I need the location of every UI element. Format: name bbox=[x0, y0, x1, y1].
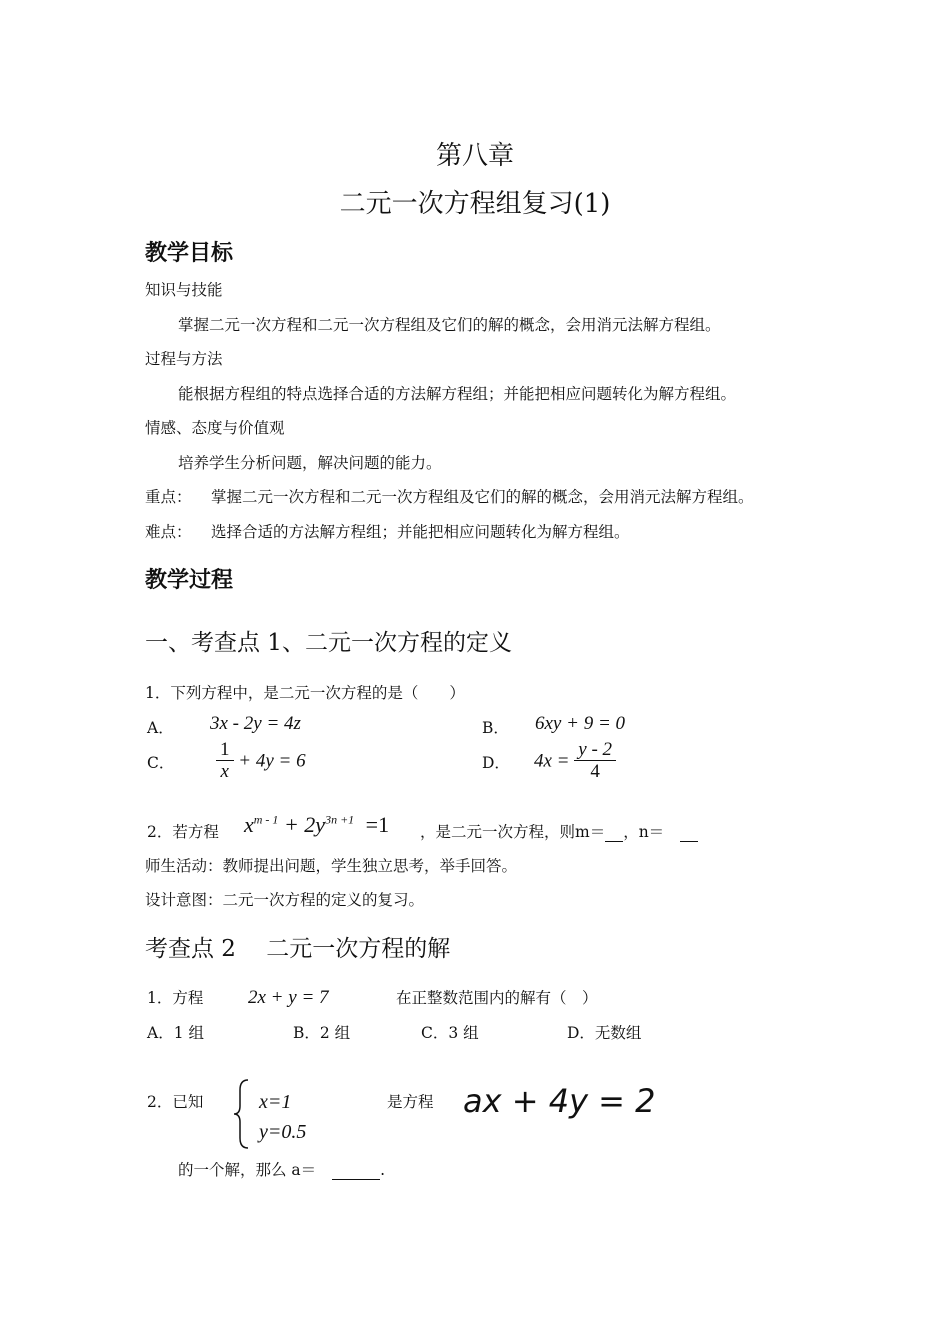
m-blank[interactable] bbox=[605, 823, 623, 842]
formula-base-x: x bbox=[244, 812, 254, 837]
goals-heading: 教学目标 bbox=[145, 241, 234, 266]
option-c-label: C． bbox=[147, 754, 175, 772]
question-2-formula bbox=[244, 812, 389, 838]
question-1-stem: 1．下列方程中，是二元一次方程的是（ ） bbox=[145, 684, 465, 702]
formula-exponent-2: 3n +1 bbox=[325, 812, 355, 827]
process-heading: 教学过程 bbox=[145, 568, 234, 593]
process-text: 能根据方程组的特点选择合适的方法解方程组；并能把相应问题转化为解方程组。 bbox=[178, 385, 737, 403]
option-d-denominator: 4 bbox=[590, 761, 600, 782]
option-c-numerator: 1 bbox=[216, 740, 234, 761]
formula-exponent-1: m - 1 bbox=[253, 812, 279, 827]
option-d-numerator: y - 2 bbox=[574, 740, 616, 761]
option-b-formula: 6xy + 9 = 0 bbox=[535, 713, 626, 734]
option-c-denominator: x bbox=[220, 761, 229, 782]
system-brace bbox=[232, 1078, 254, 1150]
knowledge-label: 知识与技能 bbox=[145, 281, 223, 299]
s2-question-1-prefix: 1．方程 bbox=[147, 989, 204, 1007]
section2-heading: 考查点 2 二元一次方程的解 bbox=[145, 936, 451, 962]
knowledge-text: 掌握二元一次方程和二元一次方程组及它们的解的概念，会用消元法解方程组。 bbox=[178, 316, 721, 334]
intent-text: 设计意图：二元一次方程的定义的复习。 bbox=[145, 891, 425, 909]
option-d-left: 4x = bbox=[534, 750, 570, 772]
system-line-1: x=1 bbox=[259, 1091, 292, 1113]
difficult-point-text: 选择合适的方法解方程组；并能把相应问题转化为解方程组。 bbox=[211, 523, 630, 541]
section1-heading: 一、考查点 1、二元一次方程的定义 bbox=[145, 630, 512, 656]
option-c-rest: + 4y = 6 bbox=[238, 750, 306, 772]
s2-option-c: C．3 组 bbox=[421, 1024, 479, 1042]
formula-rhs: =1 bbox=[365, 812, 390, 837]
lesson-title: 二元一次方程组复习(1) bbox=[339, 189, 611, 219]
formula-mid: + 2y bbox=[283, 812, 326, 837]
key-point-text: 掌握二元一次方程和二元一次方程组及它们的解的概念，会用消元法解方程组。 bbox=[211, 488, 754, 506]
s2-option-d: D．无数组 bbox=[567, 1024, 642, 1042]
option-d-fraction bbox=[574, 740, 616, 783]
chapter-title: 第八章 bbox=[435, 141, 514, 171]
process-label: 过程与方法 bbox=[145, 350, 223, 368]
option-c-formula bbox=[216, 740, 306, 783]
s2-question-1-formula: 2x + y = 7 bbox=[248, 987, 329, 1008]
option-b-label: B． bbox=[482, 719, 509, 737]
s2-question-2-middle: 是方程 bbox=[387, 1093, 434, 1111]
a-blank[interactable] bbox=[332, 1161, 380, 1180]
s2-question-2-tail bbox=[178, 1158, 385, 1180]
emotion-label: 情感、态度与价值观 bbox=[145, 419, 285, 437]
s2-option-a: A．1 组 bbox=[147, 1024, 204, 1042]
s2-question-1-suffix: 在正整数范围内的解有（ ） bbox=[396, 989, 598, 1007]
key-point-label: 重点： bbox=[145, 488, 192, 506]
question-2-prefix: 2．若方程 bbox=[147, 823, 219, 841]
option-d-formula bbox=[534, 740, 616, 783]
option-a-formula: 3x - 2y = 4z bbox=[210, 713, 301, 734]
difficult-point-label: 难点： bbox=[145, 523, 192, 541]
s2-option-b: B．2 组 bbox=[293, 1024, 351, 1042]
s2-question-2-end: . bbox=[380, 1161, 386, 1179]
activity-text: 师生活动：教师提出问题，学生独立思考，举手回答。 bbox=[145, 857, 518, 875]
option-a-label: A． bbox=[147, 719, 174, 737]
s2-question-2-formula: ax + 4y = 2 bbox=[463, 1082, 656, 1120]
emotion-text: 培养学生分析问题，解决问题的能力。 bbox=[178, 454, 442, 472]
system-line-2: y=0.5 bbox=[259, 1121, 307, 1143]
question-2-m-part: ，是二元一次方程，则m＝ bbox=[420, 823, 606, 841]
s2-question-2-tail-text: 的一个解，那么 a＝ bbox=[178, 1161, 317, 1179]
option-d-label: D． bbox=[482, 754, 510, 772]
s2-question-2-prefix: 2．已知 bbox=[147, 1093, 204, 1111]
question-2-suffix bbox=[420, 820, 698, 842]
question-2-n-part: ，n＝ bbox=[623, 823, 665, 841]
n-blank[interactable] bbox=[680, 823, 698, 842]
option-c-fraction bbox=[216, 740, 234, 783]
